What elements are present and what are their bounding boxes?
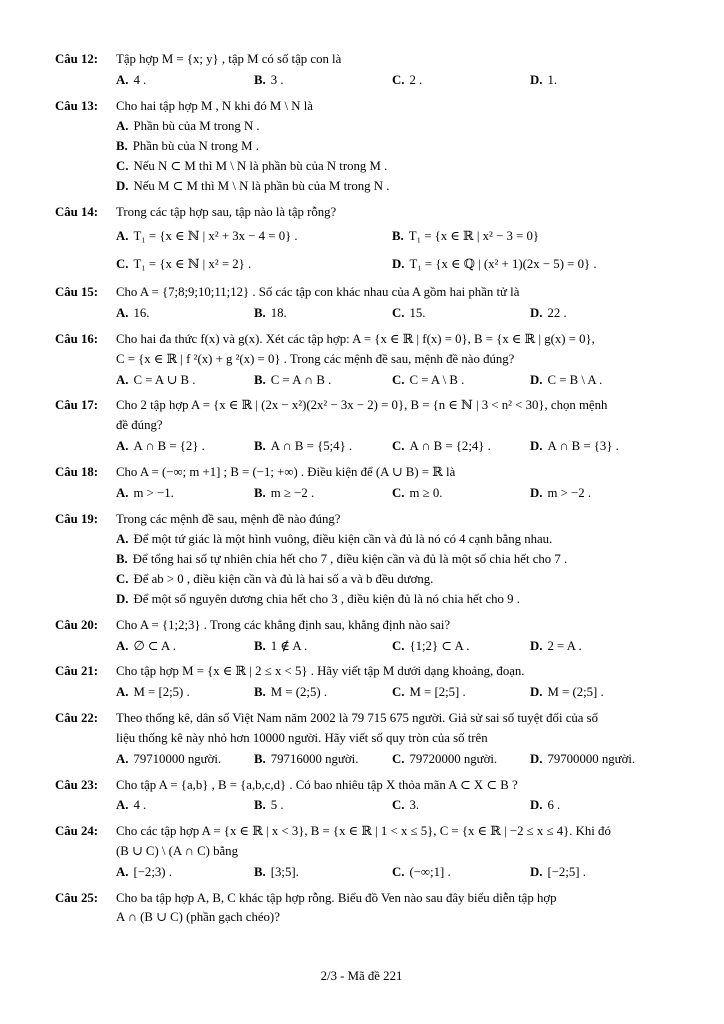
answer-option-c	[392, 750, 530, 770]
answer-option-b	[254, 863, 392, 883]
option-text: 4 .	[133, 798, 147, 813]
option-text: T₁ = {x ∈ ℕ | x² = 2} .	[133, 257, 252, 272]
option-text: m > −2 .	[547, 485, 592, 500]
option-letter: B.	[254, 485, 266, 500]
answer-option-b	[254, 371, 392, 391]
answer-option-a	[116, 796, 254, 816]
option-letter: C.	[392, 864, 405, 879]
option-text: T₁ = {x ∈ ℝ | x² − 3 = 0}	[408, 228, 540, 243]
option-letter: D.	[530, 864, 543, 879]
answer-option-b	[254, 683, 392, 703]
option-letter: D.	[530, 72, 543, 87]
option-text: m ≥ 0.	[409, 485, 443, 500]
answer-option-a	[116, 484, 254, 504]
question-text-line: Trong các tập hợp sau, tập nào là tập rỗng?	[116, 204, 337, 219]
option-letter: C.	[116, 572, 129, 587]
answer-option-a	[116, 227, 392, 247]
option-text: 2 .	[409, 72, 423, 87]
option-text: 3 .	[270, 72, 284, 87]
answer-option-a	[116, 437, 254, 457]
answer-option-b	[116, 137, 668, 157]
option-letter: A.	[116, 532, 129, 547]
question-20	[55, 616, 668, 657]
option-letter: A.	[116, 439, 129, 454]
answer-option-d	[530, 304, 668, 324]
answer-option-b	[254, 637, 392, 657]
answer-options	[116, 863, 668, 883]
question-number: Câu 19:	[55, 511, 99, 526]
option-letter: D.	[530, 798, 543, 813]
option-text: m ≥ −2 .	[270, 485, 315, 500]
question-body	[116, 662, 668, 703]
question-25	[55, 889, 668, 929]
answer-option-c	[116, 157, 668, 177]
option-text: M = (2;5) .	[270, 685, 328, 700]
question-text-line: Cho A = {1;2;3} . Trong các khẳng định sau, khẳng định nào sai?	[116, 617, 451, 632]
answer-option-b	[254, 796, 392, 816]
answer-option-d	[530, 371, 668, 391]
question-text-line: Cho hai tập hợp M , N khi đó M \ N là	[116, 98, 313, 113]
option-text: 4 .	[133, 72, 147, 87]
option-text: 1.	[547, 72, 558, 87]
option-letter: C.	[392, 485, 405, 500]
option-text: A ∩ B = {2;4} .	[409, 439, 491, 454]
question-body	[116, 709, 668, 769]
answer-options	[116, 117, 668, 196]
answer-option-a	[116, 117, 668, 137]
option-text: C = A \ B .	[409, 372, 465, 387]
question-body	[116, 822, 668, 882]
question-number: Câu 15:	[55, 285, 99, 300]
answer-option-d	[530, 683, 668, 703]
option-letter: C.	[392, 306, 405, 321]
answer-option-c	[116, 255, 392, 275]
question-number: Câu 13:	[55, 98, 99, 113]
option-letter: D.	[392, 257, 405, 272]
answer-option-d	[116, 177, 668, 197]
option-letter: D.	[116, 178, 129, 193]
question-body	[116, 203, 668, 277]
question-text-line: Cho các tập hợp A = {x ∈ ℝ | x < 3}, B = {x ∈ ℝ | 1 < x ≤ 5}, C = {x ∈ ℝ | −2 ≤ x ≤ 4}. Khi đó	[116, 824, 611, 839]
question-24	[55, 822, 668, 882]
option-letter: D.	[530, 485, 543, 500]
option-text: T₁ = {x ∈ ℕ | x² + 3x − 4 = 0} .	[133, 228, 298, 243]
question-19	[55, 510, 668, 610]
question-15	[55, 283, 668, 324]
answer-options	[116, 484, 668, 504]
option-text: 6 .	[547, 798, 561, 813]
option-text: M = (2;5] .	[547, 685, 604, 700]
question-text-line: Cho tập hợp M = {x ∈ ℝ | 2 ≤ x < 5} . Hãy viết tập M dưới dạng khoảng, đoạn.	[116, 664, 525, 679]
option-letter: A.	[116, 228, 129, 243]
question-text-line: (B ∪ C) \ (A ∩ C) bằng	[116, 843, 238, 858]
option-text: M = [2;5] .	[409, 685, 466, 700]
option-letter: D.	[116, 591, 129, 606]
answer-option-c	[392, 304, 530, 324]
option-letter: A.	[116, 638, 129, 653]
answer-options	[116, 796, 668, 816]
answer-option-c	[392, 484, 530, 504]
option-letter: C.	[392, 372, 405, 387]
option-letter: C.	[392, 638, 405, 653]
option-text: T₁ = {x ∈ ℚ | (x² + 1)(2x − 5) = 0} .	[409, 257, 597, 272]
question-23	[55, 776, 668, 817]
answer-option-d	[530, 796, 668, 816]
question-body	[116, 510, 668, 610]
option-text: A ∩ B = {3} .	[547, 439, 619, 454]
question-text-line: Cho A = (−∞; m +1] ; B = (−1; +∞) . Điều kiện để (A ∪ B) = ℝ là	[116, 464, 456, 479]
option-text: M = [2;5) .	[133, 685, 190, 700]
answer-option-c	[392, 637, 530, 657]
option-text: Nếu M ⊂ M thì M \ N là phần bù của M trong N .	[133, 178, 390, 193]
answer-option-c	[392, 863, 530, 883]
option-letter: B.	[254, 439, 266, 454]
option-letter: B.	[116, 552, 128, 567]
answer-option-b	[254, 484, 392, 504]
answer-option-c	[392, 683, 530, 703]
option-letter: D.	[530, 638, 543, 653]
option-text: 2 = A .	[547, 638, 582, 653]
question-number: Câu 18:	[55, 464, 99, 479]
option-letter: A.	[116, 306, 129, 321]
option-letter: B.	[254, 751, 266, 766]
answer-option-b	[254, 750, 392, 770]
option-letter: C.	[392, 72, 405, 87]
question-number: Câu 17:	[55, 398, 99, 413]
page-number-label: 2/3 - Mã đề 221	[320, 969, 403, 983]
question-body	[116, 616, 668, 657]
answer-option-b	[254, 304, 392, 324]
question-body	[116, 776, 668, 817]
answer-option-d	[392, 255, 668, 275]
option-text: C = A ∩ B .	[270, 372, 332, 387]
answer-option-c	[392, 796, 530, 816]
answer-option-a	[116, 530, 668, 550]
answer-options	[116, 437, 668, 457]
option-text: (−∞;1] .	[409, 864, 451, 879]
question-number: Câu 14:	[55, 204, 99, 219]
answer-options	[116, 71, 668, 91]
option-text: 79700000 người.	[547, 751, 636, 766]
option-letter: A.	[116, 751, 129, 766]
answer-option-c	[392, 437, 530, 457]
question-text-line: Cho tập A = {a,b} , B = {a,b,c,d} . Có bao nhiêu tập X thỏa mãn A ⊂ X ⊂ B ?	[116, 777, 518, 792]
option-text: Để tổng hai số tự nhiên chia hết cho 7 , điều kiện cần và đủ là một số chia hết cho 7 .	[132, 552, 568, 567]
question-12	[55, 50, 668, 91]
answer-option-d	[530, 750, 668, 770]
option-letter: C.	[392, 751, 405, 766]
option-text: 3.	[409, 798, 420, 813]
option-text: Để một tứ giác là một hình vuông, điều kiện cần và đủ là nó có 4 cạnh bằng nhau.	[133, 532, 553, 547]
question-18	[55, 463, 668, 504]
option-letter: C.	[116, 257, 129, 272]
option-text: 5 .	[270, 798, 284, 813]
option-text: A ∩ B = {2} .	[133, 439, 205, 454]
answer-option-c	[392, 71, 530, 91]
answer-option-b	[254, 71, 392, 91]
question-text-line: Cho 2 tập hợp A = {x ∈ ℝ | (2x − x²)(2x² − 3x − 2) = 0}, B = {n ∈ ℕ | 3 < n² < 30}, chọn mệnh	[116, 398, 608, 413]
page-footer	[55, 949, 668, 984]
question-21	[55, 662, 668, 703]
option-letter: A.	[116, 119, 129, 134]
question-text-line: Cho ba tập hợp A, B, C khác tập hợp rỗng. Biểu đồ Ven nào sau đây biểu diễn tập hợp	[116, 890, 557, 905]
option-letter: D.	[530, 685, 543, 700]
option-letter: C.	[392, 685, 405, 700]
question-number: Câu 22:	[55, 711, 99, 726]
option-text: m > −1.	[133, 485, 174, 500]
answer-option-c	[392, 371, 530, 391]
question-body	[116, 283, 668, 324]
question-text-line: Trong các mệnh đề sau, mệnh đề nào đúng?	[116, 511, 341, 526]
answer-option-d	[530, 484, 668, 504]
question-text-line: A ∩ (B ∪ C) (phần gạch chéo)?	[116, 910, 280, 925]
option-letter: B.	[254, 638, 266, 653]
option-text: ∅ ⊂ A .	[133, 638, 176, 653]
answer-options	[116, 371, 668, 391]
option-text: [3;5].	[270, 864, 299, 879]
question-body	[116, 330, 668, 390]
option-letter: B.	[254, 372, 266, 387]
answer-option-a	[116, 71, 254, 91]
option-text: 15.	[409, 306, 426, 321]
option-text: Để ab > 0 , điều kiện cần và đủ là hai số a và b đều dương.	[133, 572, 434, 587]
question-text-line: C = {x ∈ ℝ | f ²(x) + g ²(x) = 0} . Trong các mệnh đề sau, mệnh đề nào đúng?	[116, 351, 515, 366]
answer-option-d	[530, 637, 668, 657]
option-text: [−2;3) .	[133, 864, 172, 879]
answer-option-d	[530, 71, 668, 91]
option-text: Để một số nguyên dương chia hết cho 3 , điều kiện đủ là nó chia hết cho 9 .	[133, 591, 520, 606]
question-number: Câu 12:	[55, 52, 99, 66]
question-text-line: liệu thống kê này nhỏ hơn 10000 người. Hãy viết số quy tròn của số trên	[116, 730, 488, 745]
question-16	[55, 330, 668, 390]
option-text: 79710000 người.	[133, 751, 222, 766]
answer-option-a	[116, 371, 254, 391]
answer-option-a	[116, 750, 254, 770]
question-number: Câu 24:	[55, 824, 99, 839]
answer-options	[116, 224, 668, 278]
question-body	[116, 463, 668, 504]
question-number: Câu 25:	[55, 890, 99, 905]
option-letter: B.	[254, 306, 266, 321]
option-letter: B.	[254, 685, 266, 700]
option-letter: D.	[530, 372, 543, 387]
answer-option-a	[116, 637, 254, 657]
question-number: Câu 20:	[55, 617, 99, 632]
option-text: 16.	[133, 306, 150, 321]
question-13	[55, 97, 668, 197]
option-letter: A.	[116, 798, 129, 813]
option-letter: C.	[392, 798, 405, 813]
question-text-line: đề đúng?	[116, 418, 163, 433]
question-17	[55, 396, 668, 456]
option-text: 79716000 người.	[270, 751, 359, 766]
question-14	[55, 203, 668, 277]
option-text: C = A ∪ B .	[133, 372, 196, 387]
option-text: Nếu N ⊂ M thì M \ N là phần bù của N trong M .	[133, 159, 388, 174]
option-letter: D.	[530, 306, 543, 321]
option-letter: D.	[530, 751, 543, 766]
answer-option-b	[116, 550, 668, 570]
option-letter: A.	[116, 372, 129, 387]
question-number: Câu 16:	[55, 331, 99, 346]
answer-options	[116, 683, 668, 703]
answer-option-b	[392, 227, 668, 247]
answer-option-d	[116, 590, 668, 610]
question-number: Câu 23:	[55, 777, 99, 792]
question-body	[116, 97, 668, 197]
option-text: 22 .	[547, 306, 567, 321]
option-letter: A.	[116, 485, 129, 500]
option-text: C = B \ A .	[547, 372, 603, 387]
question-number: Câu 21:	[55, 664, 99, 679]
option-text: Phần bù của M trong N .	[133, 119, 260, 134]
option-letter: C.	[392, 439, 405, 454]
answer-options	[116, 530, 668, 609]
question-body	[116, 396, 668, 456]
answer-option-d	[530, 437, 668, 457]
question-body	[116, 889, 668, 929]
answer-option-b	[254, 437, 392, 457]
answer-option-c	[116, 570, 668, 590]
option-text: {1;2} ⊂ A .	[409, 638, 470, 653]
question-list	[55, 50, 668, 934]
question-text-line: Theo thống kê, dân số Việt Nam năm 2002 là 79 715 675 người. Giả sử sai số tuyệt đối của số	[116, 711, 599, 726]
answer-options	[116, 304, 668, 324]
answer-option-a	[116, 683, 254, 703]
option-letter: A.	[116, 72, 129, 87]
question-text-line: Tập hợp M = {x; y} , tập M có số tập con là	[116, 52, 342, 66]
option-text: Phần bù của N trong M .	[132, 139, 259, 154]
option-letter: B.	[254, 72, 266, 87]
option-letter: C.	[116, 159, 129, 174]
option-text: 79720000 người.	[409, 751, 498, 766]
option-letter: D.	[530, 439, 543, 454]
option-letter: B.	[116, 139, 128, 154]
answer-options	[116, 637, 668, 657]
option-letter: B.	[254, 798, 266, 813]
option-letter: A.	[116, 685, 129, 700]
answer-option-a	[116, 863, 254, 883]
option-text: 18.	[270, 306, 287, 321]
option-text: 1 ∉ A .	[270, 638, 308, 653]
option-text: [−2;5] .	[547, 864, 586, 879]
answer-options	[116, 750, 668, 770]
question-text-line: Cho A = {7;8;9;10;11;12} . Số các tập con khác nhau của A gồm hai phần tử là	[116, 285, 520, 300]
question-text-line: Cho hai đa thức f(x) và g(x). Xét các tập hợp: A = {x ∈ ℝ | f(x) = 0}, B = {x ∈ ℝ | g(x) = 0},	[116, 331, 595, 346]
question-22	[55, 709, 668, 769]
question-body	[116, 50, 668, 91]
option-letter: A.	[116, 864, 129, 879]
option-letter: B.	[254, 864, 266, 879]
answer-option-d	[530, 863, 668, 883]
option-text: A ∩ B = {5;4} .	[270, 439, 353, 454]
option-letter: B.	[392, 228, 404, 243]
answer-option-a	[116, 304, 254, 324]
